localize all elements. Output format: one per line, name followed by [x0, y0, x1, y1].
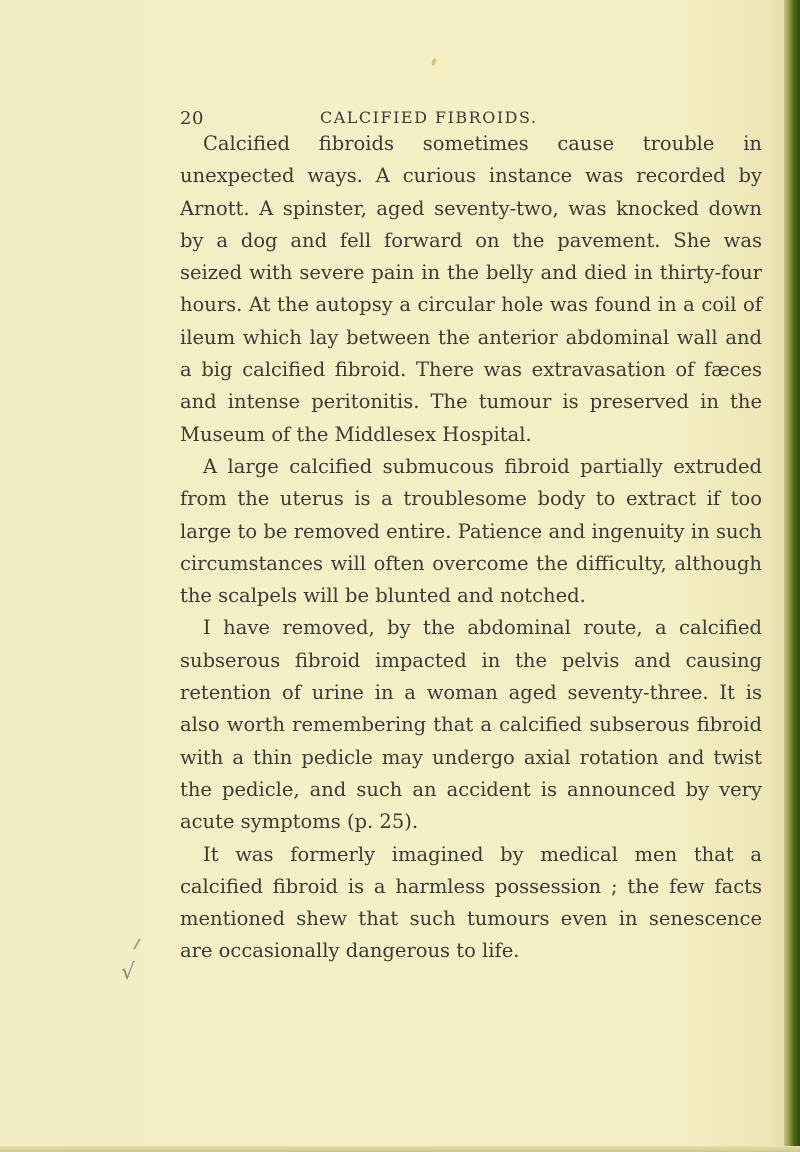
check-mark-icon: √ — [121, 960, 136, 985]
paragraph-1: Calcified fibroids sometimes cause trouble in unexpected ways. A curious instance was recorded by Arnott. A spinster, aged seventy-two, was knocked down by a dog and fell forward on the pavement. She was seized with severe pain in the belly and died in thirty-four hours. At the autopsy a circular hole was found in a coil of ileum which lay between the anterior abdominal wall and a big calcified fibroid. There was extravasation of fæces and intense peritonitis. The tumour is preserved in the Museum of the Middlesex Hospital. — [180, 132, 762, 446]
paragraph-4: It was formerly imagined by medical men that a calcified fibroid is a harmless possession ; the few facts mentioned shew that such tumours even in senescence are occasionally dangerous to life. — [180, 842, 762, 963]
page-number: 20 — [180, 108, 204, 129]
body-text — [180, 128, 762, 968]
pencil-tick — [133, 938, 141, 949]
page-bottom-edge — [0, 1146, 800, 1152]
ink-spot — [431, 58, 437, 67]
paragraph-3: I have removed, by the abdominal route, a calcified subserous fibroid impacted in the pelvis and causing retention of urine in a woman aged seventy-three. It is also worth remembering that a calcified subserous fibroid with a thin pedicle may undergo axial rotation and twist the pedicle, and such an accident is announced by very acute symptoms (p. 25). — [180, 616, 762, 834]
running-title: CALCIFIED FIBROIDS. — [320, 108, 538, 127]
book-spine-edge — [784, 0, 800, 1152]
paragraph-2: A large calcified submucous fibroid partially extruded from the uterus is a troublesome body to extract if too large to be removed entire. Patience and ingenuity in such circumstances will often overcome the difficulty, although the scalpels will be blunted and notched. — [180, 454, 762, 608]
